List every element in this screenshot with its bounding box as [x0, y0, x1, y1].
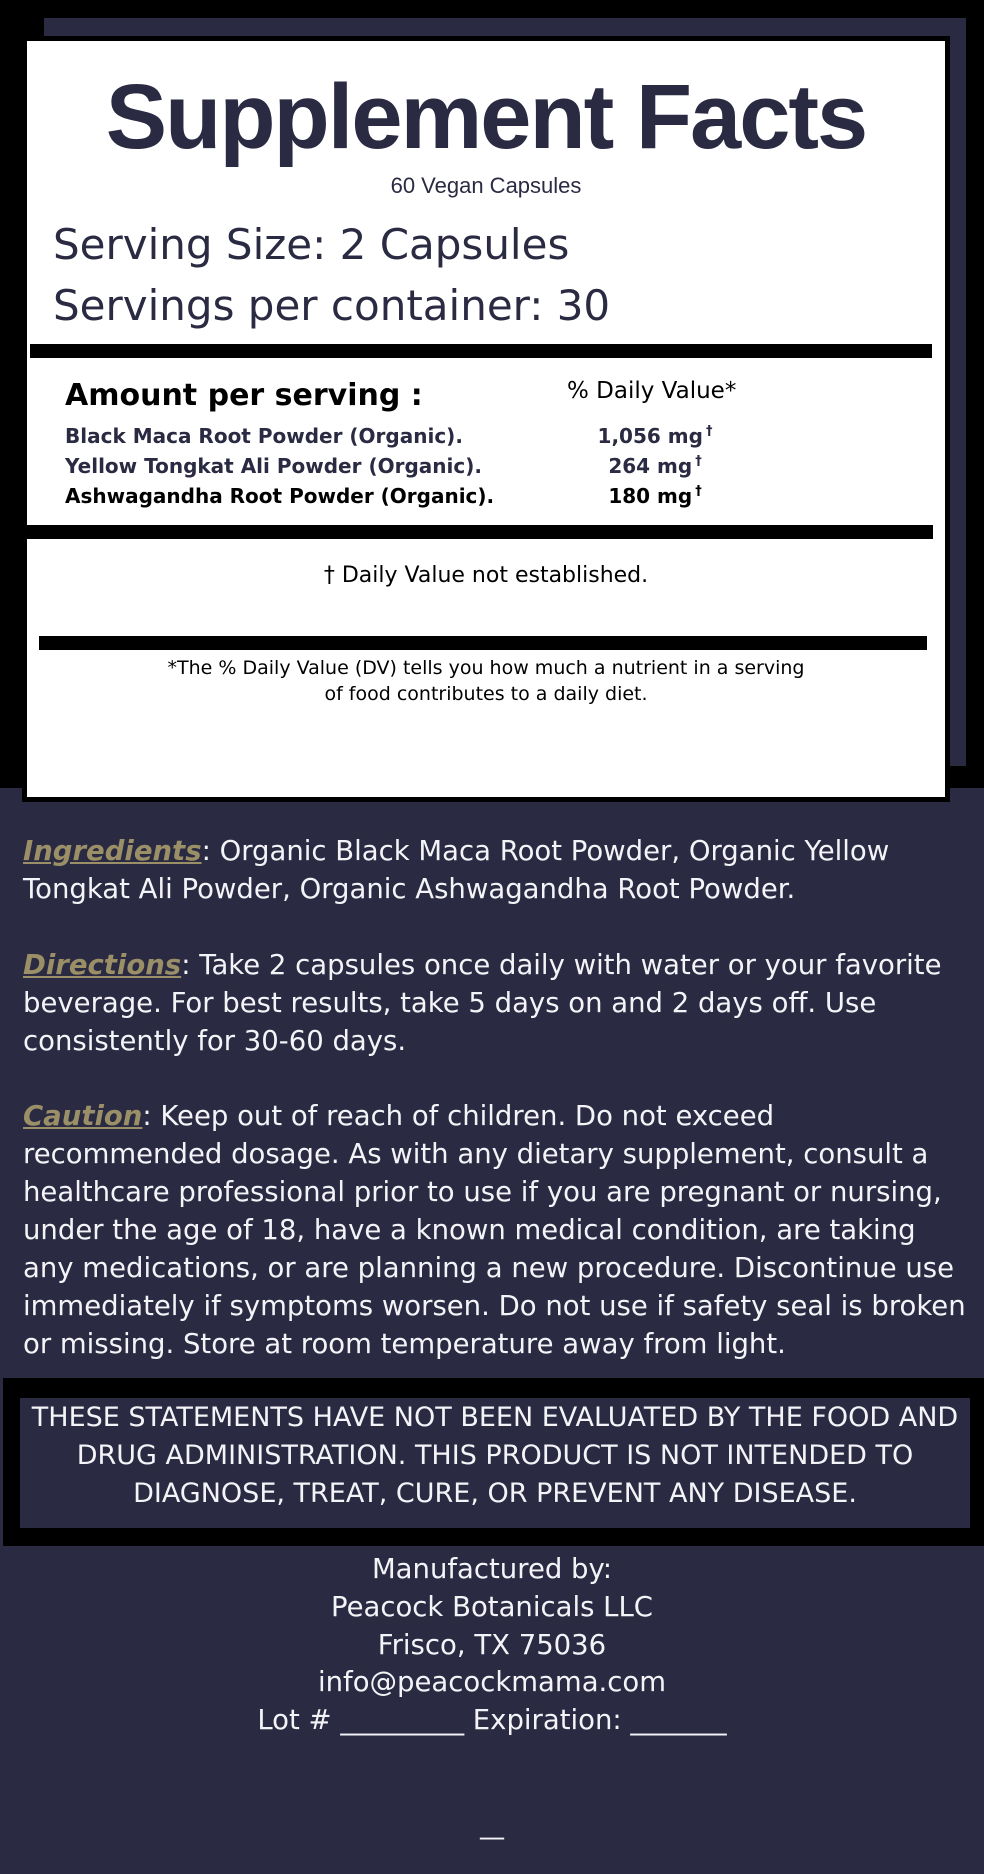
ingredient-name-1: Black Maca Root Powder (Organic). — [65, 424, 463, 448]
ingredient-name-2: Yellow Tongkat Ali Powder (Organic). — [65, 454, 482, 478]
manufacturer-name: Peacock Botanicals LLC — [330, 1591, 654, 1623]
thick-divider — [30, 344, 932, 358]
footnote-line: *The % Daily Value (DV) tells you how much a nutrient in a serving — [167, 657, 805, 679]
ingredient-name-3: Ashwagandha Root Powder (Organic). — [65, 484, 495, 508]
footnote-line: of food contributes to a daily diet. — [324, 683, 648, 705]
manufacturer-city: Frisco, TX 75036 — [377, 1629, 607, 1661]
directions-text: : Take 2 capsules once daily with water or your favorite beverage. For best results, take 5 days on and 2 days off. Use consistently for 30-60 days. — [23, 949, 942, 1057]
daily-value-not-established: † Daily Value not established. — [323, 563, 649, 588]
facts-title: Supplement Facts — [105, 66, 867, 168]
fda-disclaimer: THESE STATEMENTS HAVE NOT BEEN EVALUATED BY THE FOOD AND DRUG ADMINISTRATION. THIS PRODUCT IS NOT INTENDED TO DIAGNOSE, TREAT, CURE, OR PREVENT ANY DISEASE. — [31, 1402, 959, 1509]
ingredients-label: Ingredients — [23, 835, 202, 867]
ingredient-amount-2 — [545, 454, 765, 478]
thick-divider — [27, 525, 933, 539]
dagger-mark: † — [705, 424, 713, 440]
servings-per-container: Servings per container: 30 — [53, 281, 611, 330]
ingredients-section — [23, 832, 973, 908]
supplement-facts-panel — [22, 36, 950, 802]
lot-expiration-line: Lot # _________ Expiration: _______ — [257, 1704, 727, 1736]
thick-divider — [39, 636, 927, 650]
directions-label: Directions — [23, 949, 182, 981]
capsule-count: 60 Vegan Capsules — [390, 173, 582, 198]
manufactured-by-heading: Manufactured by: — [371, 1553, 613, 1585]
daily-value-footnote — [27, 655, 945, 707]
amount-value: 264 mg — [608, 454, 693, 478]
bottom-dash: — — [478, 1822, 506, 1853]
directions-section — [23, 946, 973, 1060]
ingredients-text: : Organic Black Maca Root Powder, Organic Yellow Tongkat Ali Powder, Organic Ashwagandha Root Powder. — [23, 835, 890, 905]
amount-value: 1,056 mg — [597, 424, 703, 448]
caution-label: Caution — [23, 1100, 143, 1132]
caution-text: : Keep out of reach of children. Do not exceed recommended dosage. As with any dietary supplement, consult a healthcare professional prior to use if you are pregnant or nursing, under the age of 18, have a known medical condition, are taking any medications, or are planning a new procedure. Discontinue use immediately if symptoms worsen. Do not use if safety seal is broken or missing. Store at room temperature away from light. — [23, 1100, 966, 1360]
caution-section — [23, 1097, 973, 1363]
serving-size: Serving Size: 2 Capsules — [53, 220, 570, 269]
ingredient-amount-1 — [545, 424, 765, 448]
dagger-mark: † — [695, 484, 702, 500]
amount-per-serving-heading: Amount per serving : — [65, 378, 423, 413]
amount-value: 180 mg — [608, 484, 693, 508]
daily-value-heading: % Daily Value* — [567, 378, 737, 404]
dagger-mark: † — [695, 454, 702, 470]
ingredient-amount-3 — [545, 484, 765, 508]
manufacturer-email: info@peacockmama.com — [317, 1666, 667, 1698]
